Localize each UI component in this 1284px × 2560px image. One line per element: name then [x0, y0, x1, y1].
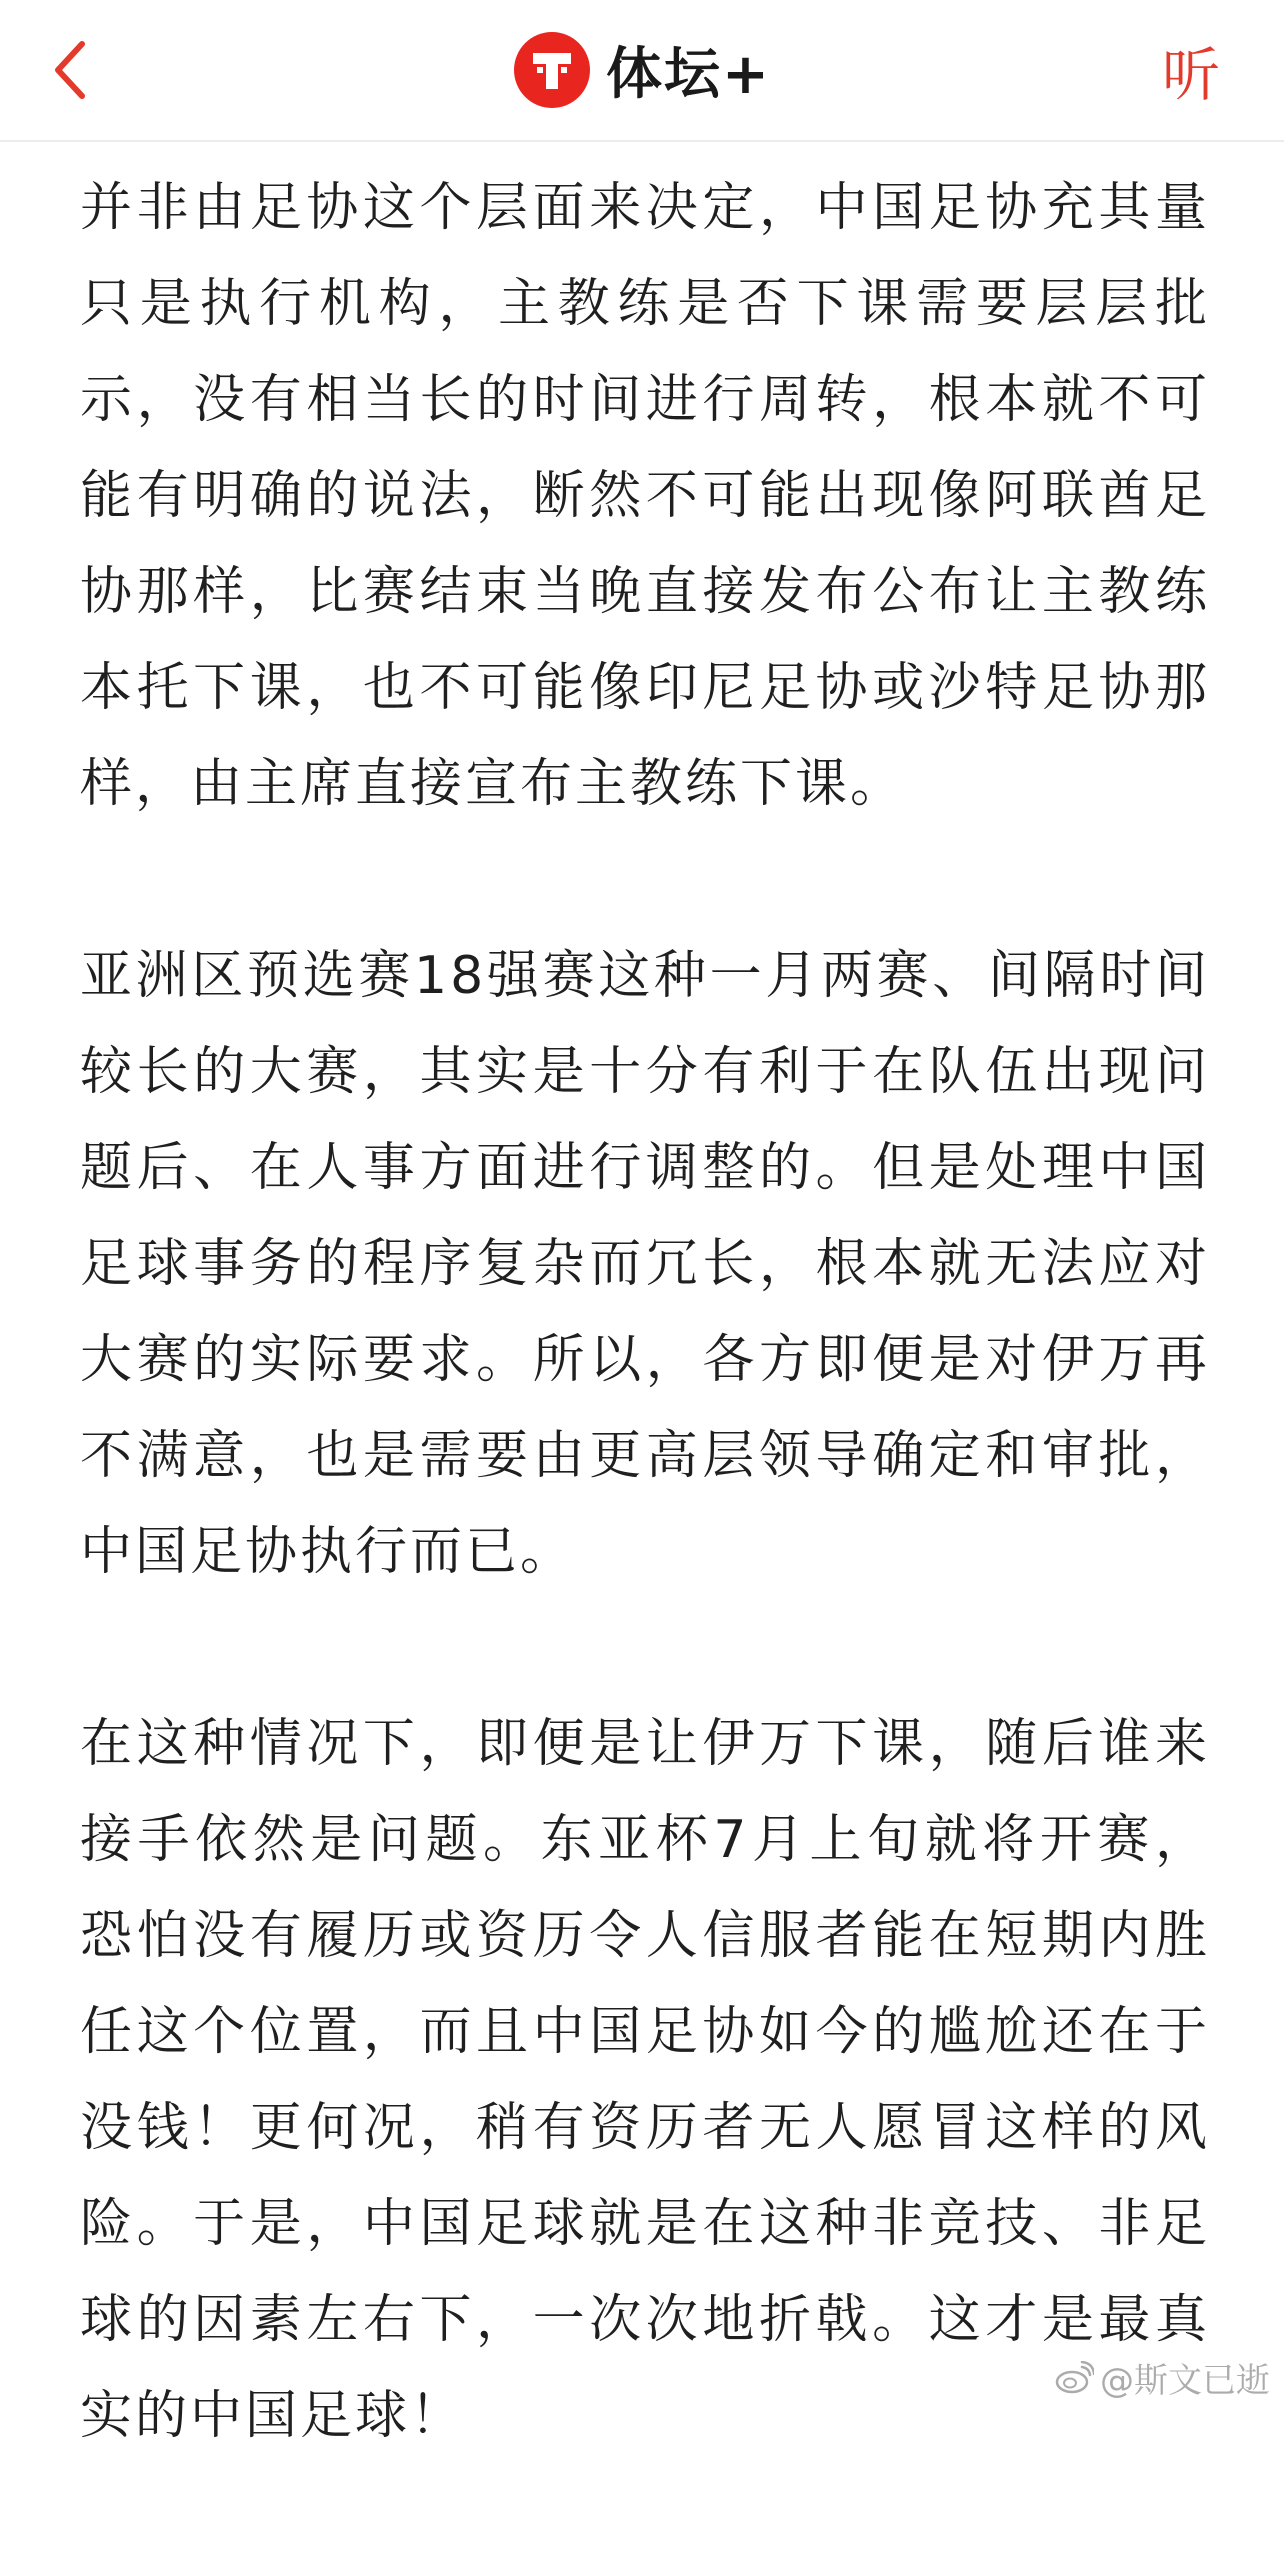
- top-navigation-bar: [0, 0, 1284, 142]
- article-paragraph: 并非由足协这个层面来决定，中国足协充其量只是执行机构，主教练是否下课需要层层批示，没有相当长的时间进行周转，根本就不可能有明确的说法，断然不可能出现像阿联酋足协那样，比赛结束当晚直接发布公布让主教练本托下课，也不可能像印尼足协或沙特足协那样，由主席直接宣布主教练下课。: [80, 178, 1210, 814]
- article-body: [80, 160, 1210, 2560]
- chevron-left-icon: [52, 40, 88, 100]
- watermark-text: @斯文已逝: [1100, 2361, 1270, 2401]
- back-button[interactable]: [40, 30, 100, 110]
- article-paragraph: 在这种情况下，即便是让伊万下课，随后谁来接手依然是问题。东亚杯7月上旬就将开赛，恐怕没有履历或资历令人信服者能在短期内胜任这个位置，而且中国足协如今的尴尬还在于没钱！更何况，稍有资历者无人愿冒这样的风险。于是，中国足球就是在这种非竞技、非足球的因素左右下，一次次地折戟。这才是最真实的中国足球！: [80, 1714, 1210, 2446]
- listen-button[interactable]: 听: [1161, 41, 1220, 109]
- weibo-logo-icon: [1054, 2361, 1094, 2395]
- app-name: 体坛+: [606, 42, 771, 107]
- article-paragraph: 亚洲区预选赛18强赛这种一月两赛、间隔时间较长的大赛，其实是十分有利于在队伍出现问题后、在人事方面进行调整的。但是处理中国足球事务的程序复杂而冗长，根本就无法应对大赛的实际要求。所以，各方即便是对伊万再不满意，也是需要由更高层领导确定和审批，中国足协执行而已。: [80, 946, 1210, 1582]
- app-logo-icon: [514, 32, 590, 108]
- app-brand: [514, 30, 771, 110]
- weibo-watermark: [1054, 2353, 1270, 2402]
